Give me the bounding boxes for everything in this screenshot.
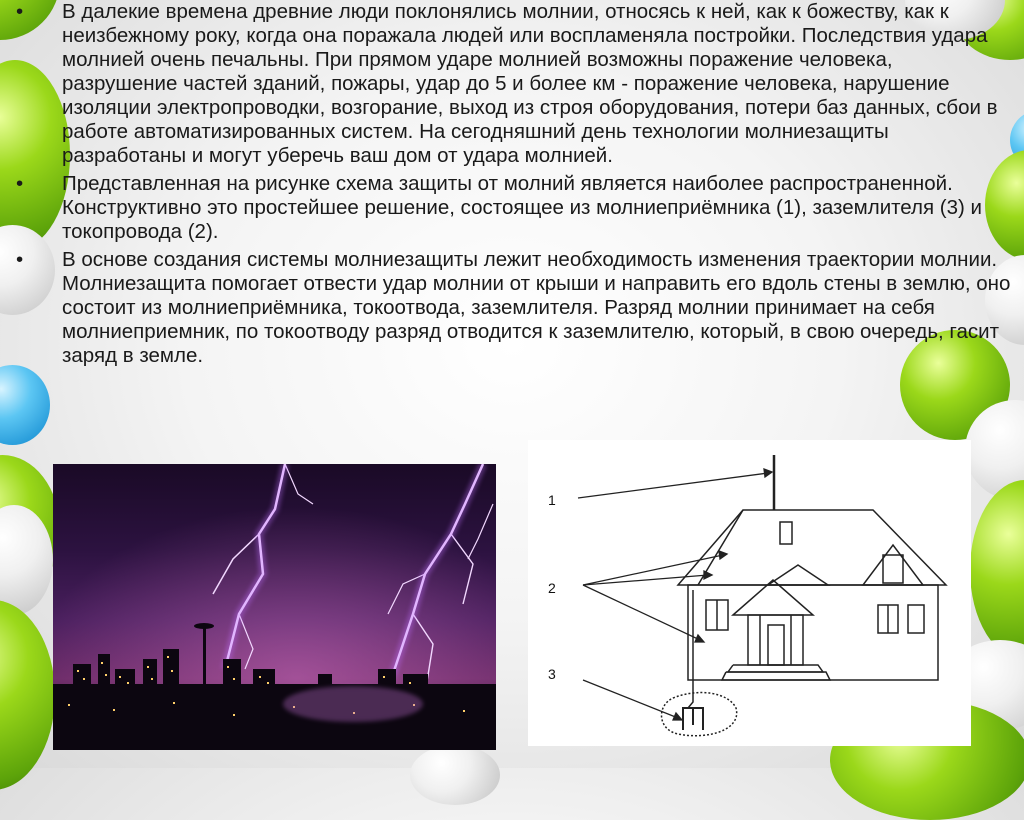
leader-arrows xyxy=(578,469,772,720)
bullet-marker: • xyxy=(16,0,24,23)
bullet-item xyxy=(12,0,1012,168)
diagram-label-2: 2 xyxy=(548,580,556,596)
bullet-text: В далекие времена древние люди поклонялись молнии, относясь к ней, как к божеству, как к неизбежному року, когда она поражала людей или воспламеняла постройки. Последствия удара молнией очень печальны. При прямом ударе молнией возможны поражение человека, разрушение частей зданий, пожары, удар до 5 и более км - поражение человека, нарушение изоляции электропроводки, возгорание, выход из строя оборудования, потери баз данных, сбои в работе автоматизированных систем. На сегодняшний день технологии молниезащиты разработаны и могут уберечь ваш дом от удара молнией. xyxy=(62,0,998,167)
bullet-item xyxy=(12,248,1012,368)
house-diagram xyxy=(528,440,971,746)
ground-electrode xyxy=(662,693,737,736)
green-bubble-bottom-right xyxy=(970,480,1024,660)
lightning-city-illustration xyxy=(53,464,496,750)
blue-bubble-left xyxy=(0,365,50,445)
white-bubble-bottom-center xyxy=(410,745,500,805)
bullet-text: Представленная на рисунке схема защиты от молний является наиболее распространенной. Конструктивно это простейшее решение, состоящее из молниеприёмника (1), заземлителя (3) и токопровода (2). xyxy=(62,172,982,243)
slide-text xyxy=(12,0,1012,372)
bullet-text: В основе создания системы молниезащиты лежит необходимость изменения траектории молнии. Молниезащита помогает отвести удар молнии от крыши и направить его вдоль стены в землю, оно состоит из молниеприёмника, токоотвода, заземлителя. Разряд молнии принимает на себя молниеприемник, по токоотводу разряд отводится к заземлителю, который, в свою очередь, гасит заряд в земле. xyxy=(62,248,1011,367)
diagram-label-1: 1 xyxy=(548,492,556,508)
lightning-photo xyxy=(53,464,496,750)
lightning-protection-diagram xyxy=(528,440,971,746)
bullet-marker: • xyxy=(16,172,24,195)
green-bubble-bottom-left xyxy=(0,600,55,790)
bullet-item xyxy=(12,172,1012,244)
bullet-marker: • xyxy=(16,248,24,271)
diagram-label-3: 3 xyxy=(548,666,556,682)
chimney xyxy=(780,522,792,544)
